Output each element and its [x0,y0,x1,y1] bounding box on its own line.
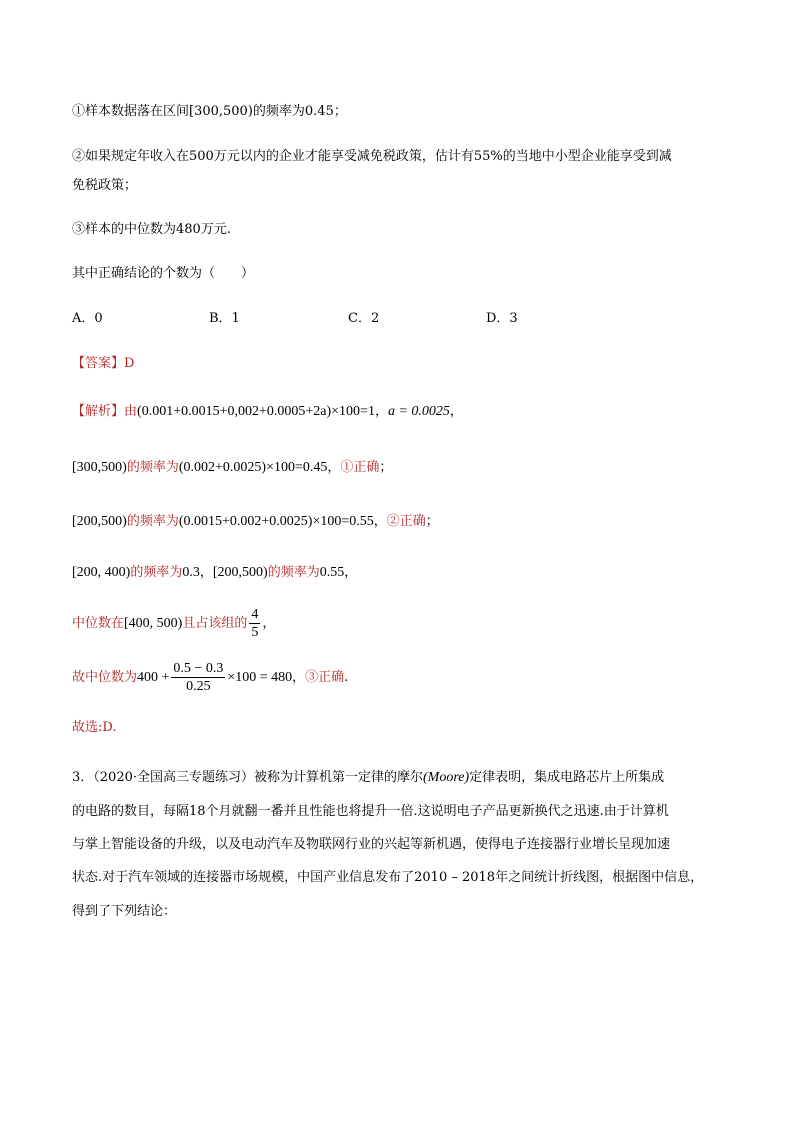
analysis-line-4-text-1: 的频率为 [130,565,183,580]
analysis-line-2-end: ； [379,460,393,475]
problem-3-line-5: 得到了下列结论： [72,904,177,919]
fraction-four-fifths [249,606,260,641]
answer-line [72,354,134,374]
analysis-line-3-end: ； [425,514,439,529]
option-c: C．2 [348,311,380,326]
final-choice: 故选:D. [72,720,117,735]
analysis-line-4-sep: ， [199,565,213,580]
fraction-numerator: 4 [251,607,259,622]
answer-value: D [124,356,135,371]
equation-sum: (0.001+0.0015+0,002+0.0005+2a)×100=1 [137,404,375,419]
interval-400-500: [400, 500) [124,616,183,631]
analysis-line-5-prefix: 中位数在 [72,616,125,631]
problem-3-line-1-b: 定律表明，集成电路芯片上所集成 [469,770,665,785]
analysis-label: 【解析】 [72,404,125,419]
median-tail: ×100 = 480 [227,670,293,685]
analysis-line-2-sep: ， [327,460,341,475]
analysis-line-3-sep: ， [373,514,387,529]
equation-freq-1: (0.002+0.0025)×100=0.45 [178,460,328,475]
equation-freq-2: (0.0015+0.002+0.0025)×100=0.55 [178,514,374,529]
problem-3-line-1-a: 3．（2020·全国高三专题练习）被称为计算机第一定律的摩尔 [72,770,423,785]
analysis-line-3 [72,512,439,532]
analysis-line-5-text: 且占该组的 [182,616,248,631]
analysis-line-4 [72,563,357,583]
verdict-3: ③正确 [305,670,345,685]
question-prompt: 其中正确结论的个数为（ ） [72,266,255,281]
analysis-line-2-text: 的频率为 [126,460,179,475]
problem-3-line-4: 状态.对于汽车领域的连接器市场规模，中国产业信息发布了2010 – 2018年之间统计折线图，根据图中信息， [72,870,704,885]
analysis-line-6-end: . [344,670,349,685]
analysis-line-1-prefix: 由 [124,404,138,419]
analysis-line-3-text: 的频率为 [126,514,179,529]
analysis-line-5-end: ， [262,616,276,631]
interval-200-400: [200, 400) [72,565,131,580]
analysis-line-6-sep: ， [292,670,306,685]
value-0-3: 0.3 [182,565,200,580]
analysis-line-1-end: ， [449,404,463,419]
statement-1: ①样本数据落在区间[300,500)的频率为0.45； [72,104,347,119]
verdict-1: ①正确 [340,460,380,475]
median-fraction [171,660,225,695]
analysis-line-1-sep: ， [374,404,388,419]
analysis-line-4-text-2: 的频率为 [267,565,320,580]
statement-3: ③样本的中位数为480万元. [72,222,231,237]
verdict-2: ②正确 [386,514,426,529]
analysis-line-6-prefix: 故中位数为 [72,670,138,685]
fraction-denominator: 5 [251,625,259,640]
option-a: A．0 [72,311,103,326]
problem-3-line-2: 的电路的数目，每隔18个月就翻一番并且性能也将提升一倍.这说明电子产品更新换代之迅速.由于计算机 [72,804,669,819]
statement-2-line-2: 免税政策； [72,178,138,193]
analysis-line-4-end: ， [344,565,358,580]
option-d: D．3 [486,311,518,326]
problem-3-line-3: 与掌上智能设备的升级，以及电动汽车及物联网行业的兴起等新机遇，使得电子连接器行业增长呈现加速 [72,837,671,852]
analysis-line-2 [72,458,392,478]
moore-label: (Moore) [423,770,470,785]
analysis-line-6 [72,660,348,696]
option-b: B．1 [209,311,240,326]
interval-200-500-b: [200,500) [212,565,268,580]
interval-200-500: [200,500) [72,514,127,529]
value-0-55: 0.55 [319,565,345,580]
answer-label: 【答案】 [72,356,125,371]
statement-2-line-1: ②如果规定年收入在500万元以内的企业才能享受减免税政策，估计有55%的当地中小型企业能享受到减 [72,149,672,164]
median-fraction-denominator: 0.25 [186,679,211,694]
problem-3-line-1 [72,768,664,788]
median-lead: 400 + [137,670,170,685]
median-fraction-numerator: 0.5 − 0.3 [173,661,224,676]
interval-300-500: [300,500) [72,460,127,475]
equation-a-value: a = 0.0025 [387,404,450,419]
analysis-line-5 [72,606,275,642]
analysis-line-1 [72,402,463,422]
